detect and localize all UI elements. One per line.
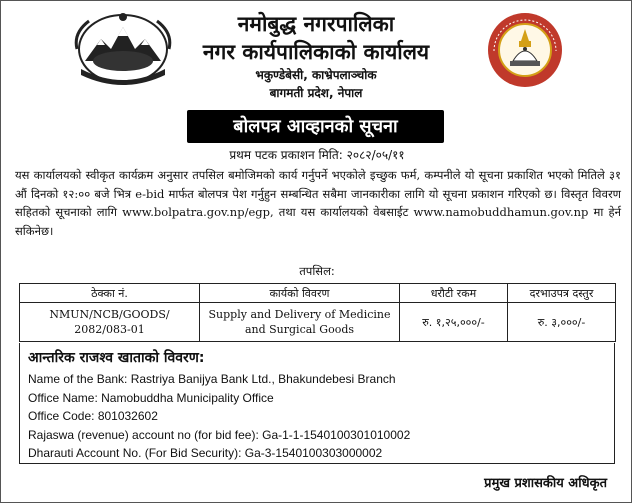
office-address: भकुण्डेबेसी, काभ्रेपलाञ्चोक bbox=[255, 68, 377, 82]
header-fee: दरभाउपत्र दस्तुर bbox=[508, 284, 616, 303]
signatory: प्रमुख प्रशासकीय अधिकृत bbox=[484, 476, 607, 491]
municipality-logo-icon bbox=[486, 11, 564, 89]
deposit-cell: रु. १,२५,०००/- bbox=[400, 303, 508, 342]
fee-cell: रु. ३,०००/- bbox=[508, 303, 616, 342]
details-label: तपसिल: bbox=[299, 264, 335, 278]
notice-body: यस कार्यालयको स्वीकृत कार्यक्रम अनुसार तपसिल बमोजिमको कार्य गर्नुपर्ने भएकोले इच्छुक फर्म, कम्पनीले यो सूचना प्रकाशित भएको मितिले ३१ औं दिनको १२:०० बजे भित्र e-bid मार्फत बोलपत्र पेश गर्नुहुन सम्बन्धित सबैमा जानकारीका लागि यो सूचना प्रकाशन गरिएको छ। विस्तृत विवरण सहितको सूचनाको लागि www.bolpatra.gov.np/egp, तथा यस कार्यालयको वेबसाईट www.namobuddhamun.gov.np मा हेर्न सकिनेछ। bbox=[15, 168, 621, 238]
header-deposit: धरौटी रकम bbox=[400, 284, 508, 303]
office-name-line: Office Name: Namobuddha Municipality Office bbox=[28, 390, 274, 405]
bank-details-title: आन्तरिक राजश्व खाताको विवरण: bbox=[28, 350, 205, 366]
table-row bbox=[20, 303, 616, 342]
tender-table bbox=[19, 283, 616, 342]
bank-details bbox=[19, 343, 615, 464]
office-province: बागमती प्रदेश, नेपाल bbox=[269, 86, 363, 100]
bank-name: Name of the Bank: Rastriya Banijya Bank Ltd., Bhakundebesi Branch bbox=[28, 372, 396, 386]
notice-title: बोलपत्र आव्हानको सूचना bbox=[187, 110, 444, 143]
table-header-row bbox=[20, 284, 616, 303]
office-name: नगर कार्यपालिकाको कार्यालय bbox=[202, 40, 430, 64]
header-contract-no: ठेक्का नं. bbox=[20, 284, 200, 303]
description-cell: Supply and Delivery of Medicine and Surgical Goods bbox=[200, 303, 400, 342]
contract-no-cell: NMUN/NCB/GOODS/ 2082/083-01 bbox=[20, 303, 200, 342]
municipality-name: नमोबुद्ध नगरपालिका bbox=[237, 12, 395, 36]
revenue-account: Rajaswa (revenue) account no (for bid fee): Ga-1-1-1540100301010002 bbox=[28, 427, 411, 442]
office-code: Office Code: 801032602 bbox=[28, 409, 158, 423]
publication-date: प्रथम पटक प्रकाशन मिति: २०८२/०५/११ bbox=[229, 148, 405, 162]
security-account: Dharauti Account No. (For Bid Security): Ga-3-1540100303000002 bbox=[28, 446, 383, 460]
header-description: कार्यको विवरण bbox=[200, 284, 400, 303]
